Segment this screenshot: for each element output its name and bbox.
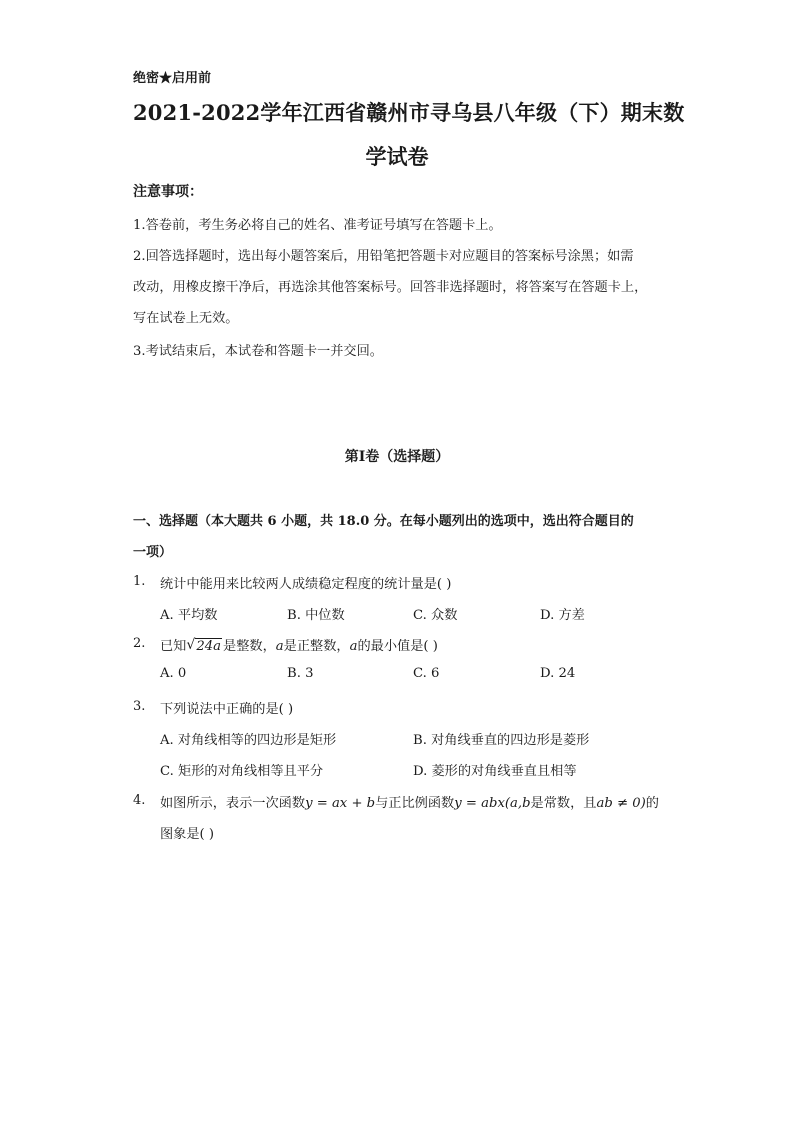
- option-d: D. 方差: [540, 608, 585, 623]
- section-heading-line1: 一、选择题（本大题共 6 小题，共 18.0 分。在每小题列出的选项中，选出符合题目的: [133, 514, 634, 529]
- radical-sign-icon: √: [186, 637, 196, 653]
- question-4-text-post: 的: [645, 796, 659, 811]
- option-d: D. 菱形的对角线垂直且相等: [413, 764, 577, 779]
- formula-proportional-function: y = abx(a,b: [454, 796, 531, 811]
- section-heading-line2: 一项）: [133, 545, 173, 560]
- option-a: A. 平均数: [160, 608, 218, 623]
- variable-a: a: [275, 639, 284, 654]
- variable-a: a: [349, 639, 358, 654]
- confidential-label: 绝密★启用前: [133, 71, 212, 86]
- question-4-text: [160, 792, 659, 811]
- option-a: A. 对角线相等的四边形是矩形: [160, 733, 337, 748]
- question-4-text-mid: 与正比例函数: [375, 796, 455, 811]
- question-3-text: 下列说法中正确的是( ): [160, 702, 294, 717]
- question-4-text-mid2: 是常数，且: [530, 796, 597, 811]
- question-2-text-post: 的最小值是( ): [357, 639, 438, 654]
- question-1-text: 统计中能用来比较两人成绩稳定程度的统计量是( ): [160, 577, 452, 592]
- question-4-text-line2: 图象是( ): [160, 827, 215, 842]
- notice-item-2-line3: 写在试卷上无效。: [133, 311, 239, 326]
- question-number: 2.: [133, 636, 146, 651]
- question-number: 3.: [133, 699, 146, 714]
- formula-linear-function: y = ax + b: [305, 796, 376, 811]
- sqrt-expression: [186, 639, 222, 654]
- option-d: D. 24: [540, 666, 576, 681]
- notice-item-1: 1.答卷前，考生务必将自己的姓名、准考证号填写在答题卡上。: [133, 218, 502, 233]
- notice-item-3: 3.考试结束后，本试卷和答题卡一并交回。: [133, 344, 383, 359]
- radicand: 24a: [196, 639, 222, 654]
- part-title: 第I卷（选择题）: [344, 449, 450, 465]
- option-c: C. 矩形的对角线相等且平分: [160, 764, 324, 779]
- question-2-text-pre: 已知: [160, 639, 187, 654]
- option-b: B. 对角线垂直的四边形是菱形: [413, 733, 590, 748]
- question-4-text-pre: 如图所示，表示一次函数: [160, 796, 306, 811]
- option-b: B. 3: [287, 666, 314, 681]
- notice-item-2-line2: 改动，用橡皮擦干净后，再选涂其他答案标号。回答非选择题时，将答案写在答题卡上，: [133, 280, 648, 295]
- question-number: 1.: [133, 574, 146, 589]
- option-a: A. 0: [160, 666, 187, 681]
- option-c: C. 众数: [413, 608, 458, 623]
- question-number: 4.: [133, 793, 146, 808]
- option-c: C. 6: [413, 666, 440, 681]
- option-b: B. 中位数: [287, 608, 345, 623]
- question-2-text: [160, 635, 438, 654]
- notice-item-2-line1: 2.回答选择题时，选出每小题答案后，用铅笔把答题卡对应题目的答案标号涂黑；如需: [133, 249, 634, 264]
- notice-heading: 注意事项：: [133, 184, 203, 200]
- question-2-text-mid1: 是整数，: [223, 639, 276, 654]
- exam-title-line1: 2021-2022学年江西省赣州市寻乌县八年级（下）期末数: [133, 100, 685, 125]
- exam-title-line2: 学试卷: [365, 144, 429, 169]
- question-2-text-mid2: 是正整数，: [283, 639, 350, 654]
- formula-condition: ab ≠ 0): [596, 796, 646, 811]
